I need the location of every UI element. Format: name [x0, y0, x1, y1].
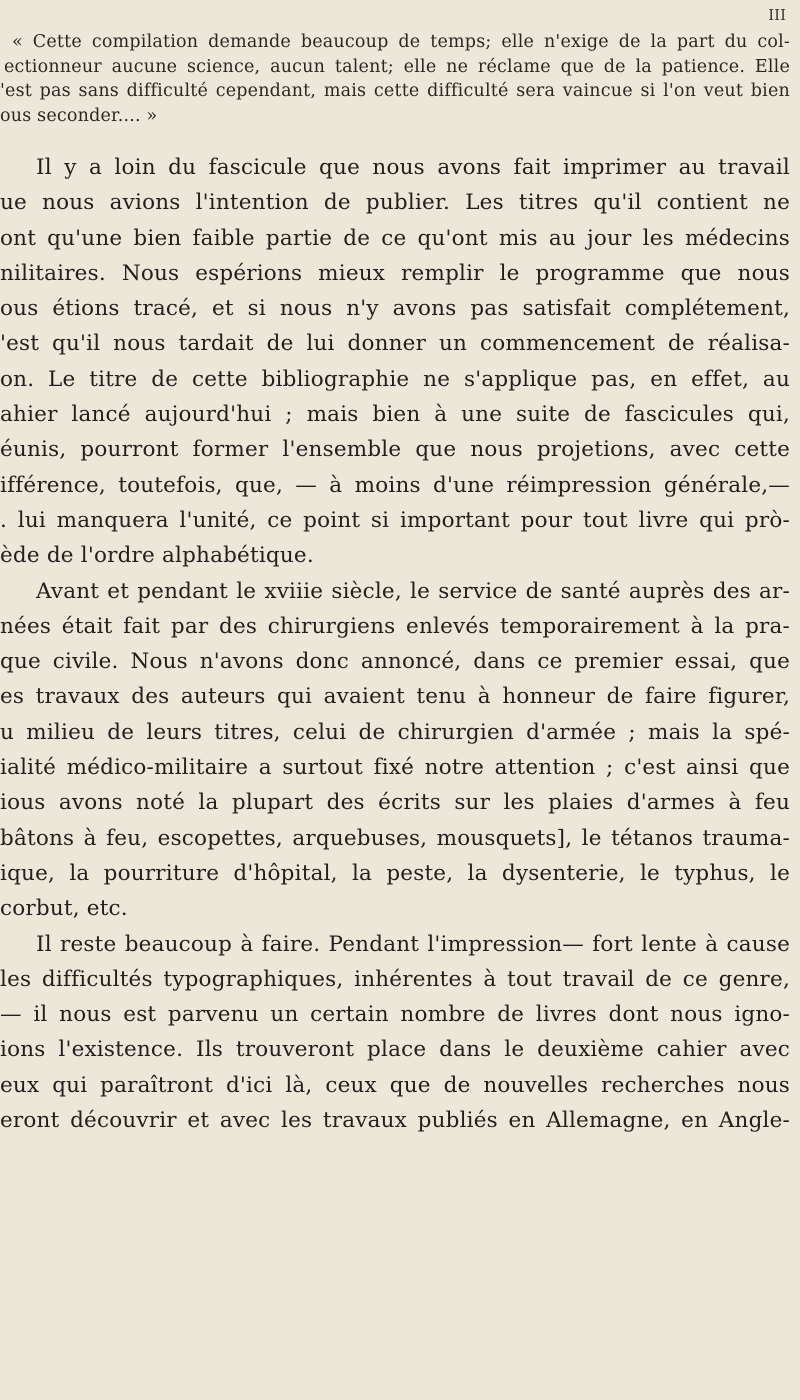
- text-line: éunis, pourront former l'ensemble que nous projetions, avec cette: [0, 437, 790, 463]
- text-line: ious avons noté la plupart des écrits sur les plaies d'armes à feu: [0, 790, 790, 816]
- text-line: les difficultés typographiques, inhérentes à tout travail de ce genre,: [0, 966, 790, 992]
- quote-line: ous seconder.... »: [0, 105, 158, 126]
- text-line: ous étions tracé, et si nous n'y avons pas satisfait complétement,: [0, 296, 790, 322]
- paragraph-2: [0, 574, 790, 927]
- text-line: es travaux des auteurs qui avaient tenu à honneur de faire figurer,: [0, 684, 790, 710]
- text-line: ue nous avions l'intention de publier. Les titres qu'il contient ne: [0, 190, 790, 216]
- text-line: — il nous est parvenu un certain nombre de livres dont nous igno-: [0, 1002, 790, 1028]
- quote-block: [0, 30, 790, 128]
- text-line: nées était fait par des chirurgiens enlevés temporairement à la pra-: [0, 613, 790, 639]
- text-line: eux qui paraîtront d'ici là, ceux que de nouvelles recherches nous: [0, 1072, 790, 1098]
- text-line: u milieu de leurs titres, celui de chirurgien d'armée ; mais la spé-: [0, 719, 790, 745]
- text-line: on. Le titre de cette bibliographie ne s'applique pas, en effet, au: [0, 366, 790, 392]
- text-line: 'est qu'il nous tardait de lui donner un commencement de réalisa-: [0, 331, 790, 357]
- text-line: ialité médico-militaire a surtout fixé notre attention ; c'est ainsi que: [0, 755, 790, 781]
- paragraph-3: [0, 927, 790, 1139]
- paragraph-1: [0, 150, 790, 574]
- page-number: III: [768, 6, 786, 24]
- text-line: ahier lancé aujourd'hui ; mais bien à une suite de fascicules qui,: [0, 402, 790, 428]
- text-line: ont qu'une bien faible partie de ce qu'ont mis au jour les médecins: [0, 225, 790, 251]
- text-line: ifférence, toutefois, que, — à moins d'une réimpression générale,—: [0, 472, 790, 498]
- text-line: Il reste beaucoup à faire. Pendant l'impression— fort lente à cause: [36, 931, 790, 957]
- text-line: corbut, etc.: [0, 896, 128, 922]
- quote-line: « Cette compilation demande beaucoup de temps; elle n'exige de la part du col-: [12, 32, 790, 52]
- text-line: ède de l'ordre alphabétique.: [0, 543, 314, 569]
- text-line: Avant et pendant le xviiie siècle, le service de santé auprès des ar-: [36, 578, 790, 604]
- text-line: . lui manquera l'unité, ce point si important pour tout livre qui prò-: [0, 507, 790, 533]
- text-line: Il y a loin du fascicule que nous avons fait imprimer au travail: [36, 155, 790, 180]
- quote-line: 'est pas sans difficulté cependant, mais cette difficulté sera vaincue si l'on veut bien: [0, 81, 790, 101]
- quote-line: ectionneur aucune science, aucun talent; elle ne réclame que de la patience. Elle: [4, 56, 790, 77]
- body-text: [0, 150, 790, 1138]
- text-line: bâtons à feu, escopettes, arquebuses, mousquets], le tétanos trauma-: [0, 825, 790, 851]
- text-line: ique, la pourriture d'hôpital, la peste, la dysenterie, le typhus, le: [0, 860, 790, 886]
- text-line: ions l'existence. Ils trouveront place dans le deuxième cahier avec: [0, 1037, 790, 1063]
- text-line: que civile. Nous n'avons donc annoncé, dans ce premier essai, que: [0, 649, 790, 675]
- text-line: nilitaires. Nous espérions mieux remplir le programme que nous: [0, 260, 790, 286]
- text-line: eront découvrir et avec les travaux publiés en Allemagne, en Angle-: [0, 1108, 790, 1134]
